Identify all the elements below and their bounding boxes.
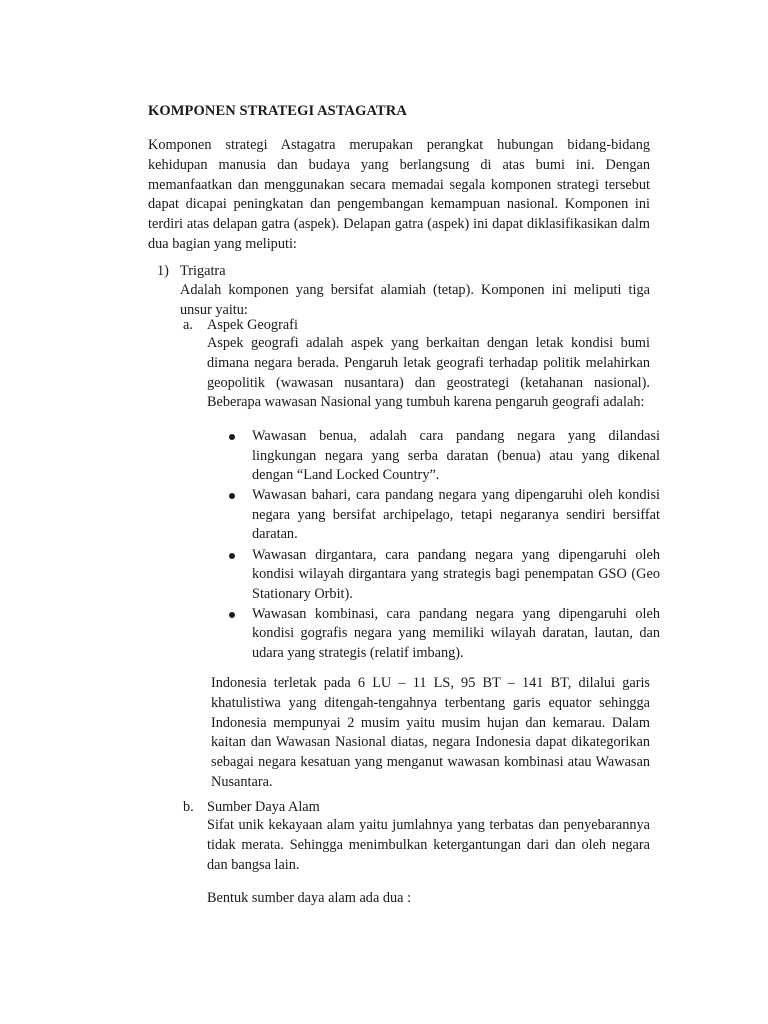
indonesia-paragraph: Indonesia terletak pada 6 LU – 11 LS, 95 BT – 141 BT, dilalui garis khatulistiwa yang ditengah-tengahnya terbentang garis equator sehingga Indonesia mempunyai 2 musim yaitu musim hujan dan kemarau. Dalam kaitan dan Wawasan Nasional diatas, negara Indonesia dapat dikategorikan sebagai negara kesatuan yang menganut wawasan kombinasi atau Wawasan Nusantara. — [211, 675, 650, 790]
bullet-icon — [229, 553, 235, 559]
list-item: Wawasan kombinasi, cara pandang negara yang dipengaruhi oleh kondisi gografis negara yang memiliki wilayah daratan, lautan, dan udara yang strategis (relatif imbang). — [226, 605, 660, 664]
page-title: KOMPONEN STRATEGI ASTAGATRA — [148, 103, 407, 119]
list-item: Wawasan dirgantara, cara pandang negara yang dipengaruhi oleh kondisi wilayah dirgantara yang strategis bagi penempatan GSO (Geo Stationary Orbit). — [226, 546, 660, 605]
intro-paragraph: Komponen strategi Astagatra merupakan perangkat hubungan bidang-bidang kehidupan manusia dan budaya yang berlangsung di atas bumi ini. Dengan memanfaatkan dan menggunakan secara memadai segala komponen strategi tersebut dapat dicapai peningkatan dan pengembangan kemampuan nasional. Komponen ini terdiri atas delapan gatra (aspek). Delapan gatra (aspek) ini dapat diklasifikasikan dalm dua bagian yang meliputi: — [148, 137, 650, 252]
subsection-b-heading: Sumber Daya Alam — [207, 799, 320, 815]
bullet-icon — [229, 493, 235, 499]
subsection-b-paragraph-2: Bentuk sumber daya alam ada dua : — [207, 890, 412, 906]
section-paragraph: Adalah komponen yang bersifat alamiah (tetap). Komponen ini meliputi tiga unsur yaitu: — [180, 282, 650, 318]
bullet-icon — [229, 612, 235, 618]
subsection-a-paragraph: Aspek geografi adalah aspek yang berkaitan dengan letak kondisi bumi dimana negara berada. Pengaruh letak geografi terhadap politik melahirkan geopolitik (wawasan nusantara) dan geostrategi (ketahanan nasional). Beberapa wawasan Nasional yang tumbuh karena pengaruh geografi adalah: — [207, 335, 650, 411]
bullet-icon — [229, 434, 235, 440]
subsection-b-label: b. — [183, 799, 194, 815]
bullet-list — [226, 427, 660, 664]
section-number: 1) — [157, 263, 169, 279]
subsection-a-label: a. — [183, 317, 193, 333]
list-item: Wawasan bahari, cara pandang negara yang dipengaruhi oleh kondisi negara yang bersifat archipelago, tetapi negaranya sendiri bersiffat daratan. — [226, 486, 660, 545]
list-item: Wawasan benua, adalah cara pandang negara yang dilandasi lingkungan negara yang serba daratan (benua) atau yang dikenal dengan “Land Locked Country”. — [226, 427, 660, 486]
subsection-b-paragraph: Sifat unik kekayaan alam yaitu jumlahnya yang terbatas dan penyebarannya tidak merata. Sehingga menimbulkan ketergantungan dari dan oleh negara dan bangsa lain. — [207, 817, 650, 873]
subsection-a-heading: Aspek Geografi — [207, 317, 298, 333]
section-heading: Trigatra — [180, 263, 226, 279]
